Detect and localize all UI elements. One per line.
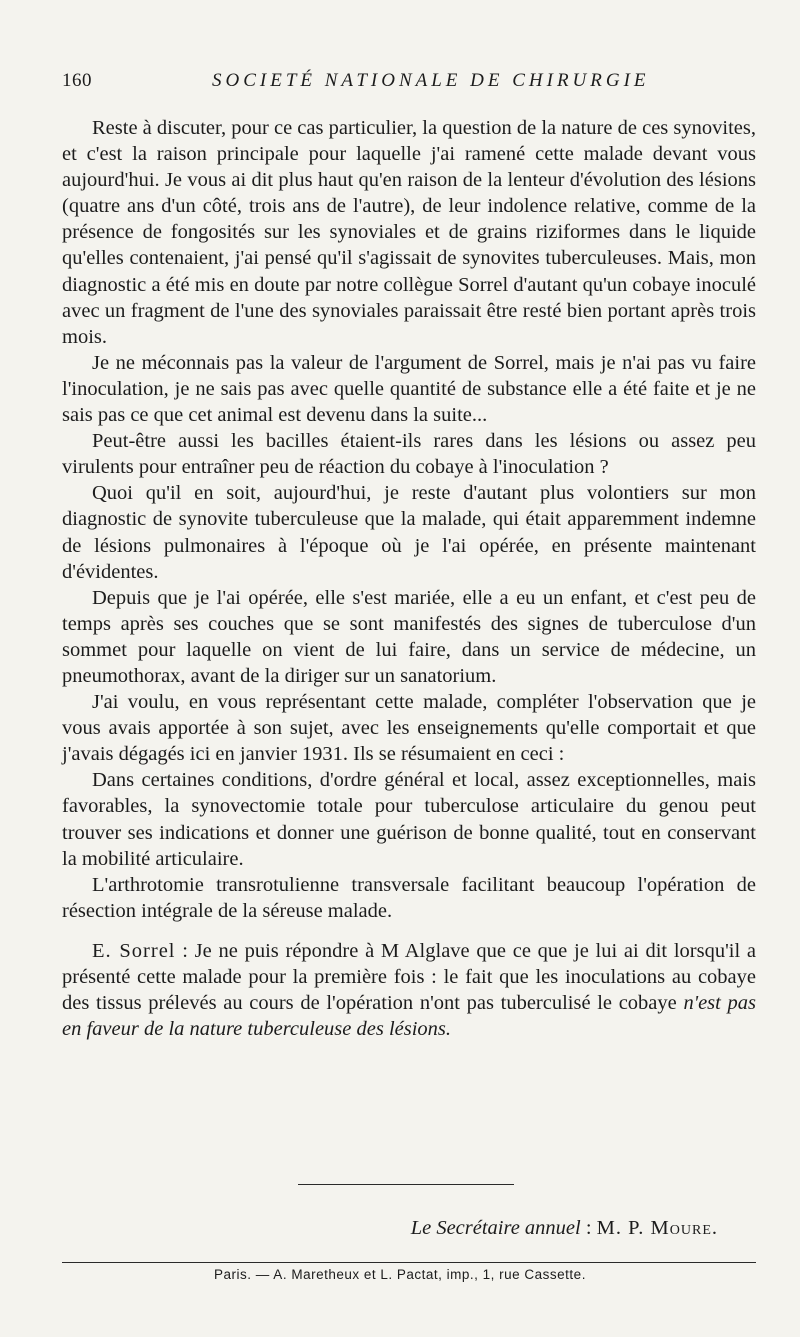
reply-paragraph (62, 938, 756, 1042)
page-header (62, 70, 738, 98)
reply-speaker: E. Sorrel (92, 939, 176, 962)
printer-imprint: Paris. — A. Maretheux et L. Pactat, imp., 1, rue Cassette. (214, 1267, 586, 1282)
signature (411, 1217, 718, 1240)
paragraph-argument: Je ne méconnais pas la valeur de l'argument de Sorrel, mais je n'ai pas vu faire l'inoculation, je ne sais pas avec quelle quantité de substance elle a été faite et je ne sais pas ce que cet animal est devenu dans la suite... (62, 351, 756, 427)
section-separator (298, 1184, 514, 1185)
paragraph-bacilli: Peut-être aussi les bacilles étaient-ils rares dans les lésions ou assez peu virulents pour entraîner peu de réaction du cobaye à l'inoculation ? (62, 430, 756, 479)
signature-role: Le Secrétaire annuel (410, 1217, 581, 1239)
reply-emphasis: n'est pas en faveur de la nature tuberculeuse des lésions. (62, 992, 756, 1041)
running-title: SOCIETÉ NATIONALE DE CHIRURGIE (212, 70, 650, 91)
reply-text: : Je ne puis répondre à M Alglave que ce que je lui ai dit lorsqu'il a présenté cette malade pour la première fois : le fait que les inoculations au cobaye des tissus prélevés au cours de l'opération n'ont pas tuberculisé le cobaye (62, 939, 757, 1015)
paragraph-conclusion-2: L'arthrotomie transrotulienne transversale facilitant beaucoup l'opération de résection intégrale de la séreuse malade. (62, 873, 756, 922)
paragraph-conclusion-1: Dans certaines conditions, d'ordre général et local, assez exceptionnelles, mais favorables, la synovectomie totale pour tuberculose articulaire du genou peut trouver ses indications et donner une guérison de bonne qualité, tout en conservant la mobilité articulaire. (62, 769, 756, 870)
paragraph-discussion: Reste à discuter, pour ce cas particulier, la question de la nature de ces synovites, et c'est la raison principale pour laquelle j'ai ramené cette malade devant vous aujourd'hui. Je vous ai dit plus haut qu'en raison de la lenteur d'évolution des lésions (quatre ans d'un côté, trois ans de l'autre), de leur indolence relative, comme de la présence de fongosités sur les synoviales et de grains riziformes dans le liquide qu'elles contenaient, j'ai pensé qu'il s'agissait de synovites tuberculeuses. Mais, mon diagnostic a été mis en doute par notre collègue Sorrel d'autant qu'un cobaye inoculé avec un fragment de l'une des synoviales paraissait être resté bien portant après trois mois. (62, 117, 756, 348)
body-text (62, 115, 756, 1042)
page-number: 160 (62, 70, 92, 91)
signature-separator: : (580, 1217, 597, 1239)
signature-name: M. P. Moure. (596, 1217, 718, 1239)
footer-rule (62, 1262, 756, 1263)
paragraph-history: Depuis que je l'ai opérée, elle s'est mariée, elle a eu un enfant, et c'est peu de temps après ses couches que se sont manifestés des signes de tuberculose d'un sommet pour laquelle on vient de lui faire, dans un service de médecine, un pneumothorax, avant de la diriger sur un sanatorium. (62, 586, 756, 687)
paragraph-observation: J'ai voulu, en vous représentant cette malade, compléter l'observation que je vous avais apportée à son sujet, avec les enseignements qu'elle comportait et que j'avais dégagés ici en janvier 1931. Ils se résumaient en ceci : (62, 691, 756, 766)
paragraph-diagnosis: Quoi qu'il en soit, aujourd'hui, je reste d'autant plus volontiers sur mon diagnostic de synovite tuberculeuse que la malade, qui était apparemment indemne de lésions pulmonaires à l'époque où je l'ai opérée, en présente maintenant d'évidentes. (62, 482, 756, 583)
